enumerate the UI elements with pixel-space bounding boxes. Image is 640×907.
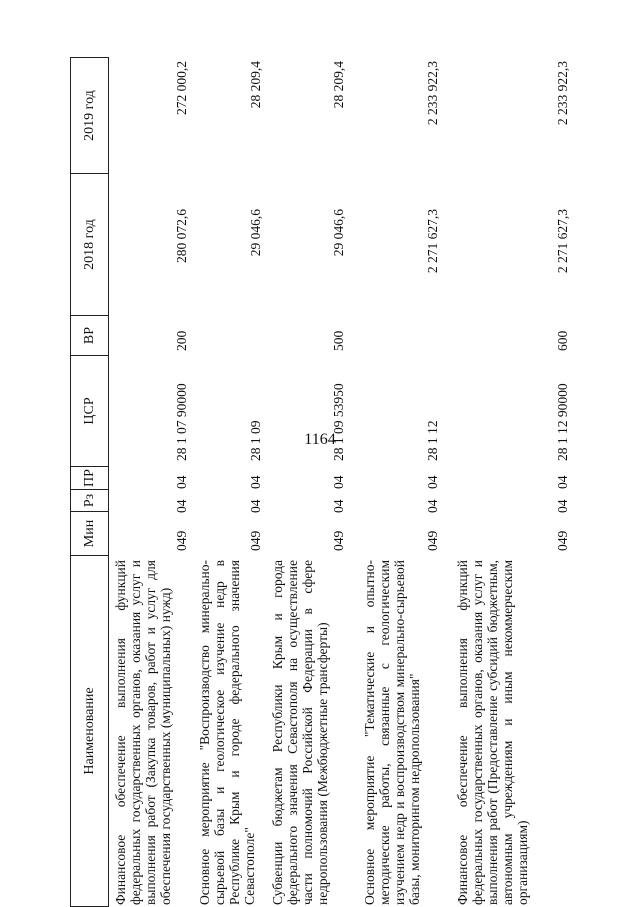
row-rz: 04: [555, 499, 570, 513]
table-row: [362, 57, 442, 907]
table-row: [197, 57, 265, 907]
row-rz: 04: [174, 499, 189, 513]
row-2018: 29 046,6: [248, 209, 263, 257]
row-2019: 272 000,2: [174, 61, 189, 115]
row-pr: 04: [425, 475, 440, 489]
row-name: Финансовое обеспечение выполнения функций федеральных государственных органов, оказания услуг и выполнения работ (Предоставление субсидий бюджетным, автономным учреждениям и иным некоммерческим организациям): [455, 560, 530, 905]
row-csr: 28 1 12 90000: [555, 383, 570, 461]
row-rz: 04: [248, 499, 263, 513]
row-min: 049: [555, 530, 570, 551]
budget-table: [70, 57, 595, 907]
row-name: Субвенции бюджетам Республики Крым и города федерального значения Севастополя на осуществление части полномочий Российской Федерации в сфере недропользования (Межбюджетные трансферты): [270, 560, 330, 905]
row-csr: 28 1 07 90000: [174, 383, 189, 461]
row-csr: 28 1 12: [425, 420, 440, 461]
page-number: 1164: [304, 431, 336, 448]
row-min: 049: [248, 530, 263, 551]
header-pr: ПР: [71, 467, 108, 490]
row-2019: 28 209,4: [248, 61, 263, 109]
row-2018: 2 271 627,3: [425, 209, 440, 274]
row-rz: 04: [331, 499, 346, 513]
table-row: [455, 57, 575, 907]
row-pr: 04: [331, 475, 346, 489]
table-row: [270, 57, 350, 907]
row-name: Основное мероприятие "Воспроизводство минерально-сырьевой базы и геологическое изучение недр в Республике Крым и городе федерального значения Севастополе": [197, 560, 257, 905]
row-min: 049: [331, 530, 346, 551]
row-min: 049: [174, 530, 189, 551]
header-name: Наименование: [81, 687, 97, 775]
row-2019: 28 209,4: [331, 61, 346, 109]
row-pr: 04: [174, 475, 189, 489]
row-vr: 500: [331, 330, 346, 351]
row-pr: 04: [555, 475, 570, 489]
row-name: Основное мероприятие "Тематические и опытно-методические работы, связанные с геологическим изучением недр и воспроизводством минерально-сырьевой базы, мониторингом недропользования": [362, 560, 422, 905]
row-name: Финансовое обеспечение выполнения функций федеральных государственных органов, оказания услуг и выполнения работ (Закупка товаров, работ и услуг для обеспечения государственных (муниципальных) нужд): [113, 560, 173, 905]
header-csr: ЦСР: [71, 356, 108, 467]
header-vr: ВР: [71, 316, 108, 356]
rotated-budget-sheet: [70, 57, 595, 907]
header-rz: Рз: [71, 490, 108, 512]
table-header-row: [70, 57, 109, 907]
row-csr: 28 1 09: [248, 420, 263, 461]
table-row: [113, 57, 193, 907]
header-2019: 2019 год: [71, 58, 108, 174]
row-2019: 2 233 922,3: [555, 61, 570, 126]
header-2018: 2018 год: [71, 174, 108, 316]
row-vr: 200: [174, 330, 189, 351]
row-2018: 280 072,6: [174, 209, 189, 263]
row-pr: 04: [248, 475, 263, 489]
row-vr: 600: [555, 330, 570, 351]
row-csr: 28 1 09 53950: [331, 383, 346, 461]
row-min: 049: [425, 530, 440, 551]
row-2018: 29 046,6: [331, 209, 346, 257]
row-2018: 2 271 627,3: [555, 209, 570, 274]
row-rz: 04: [425, 499, 440, 513]
row-2019: 2 233 922,3: [425, 61, 440, 126]
header-min: Мин: [71, 512, 108, 556]
